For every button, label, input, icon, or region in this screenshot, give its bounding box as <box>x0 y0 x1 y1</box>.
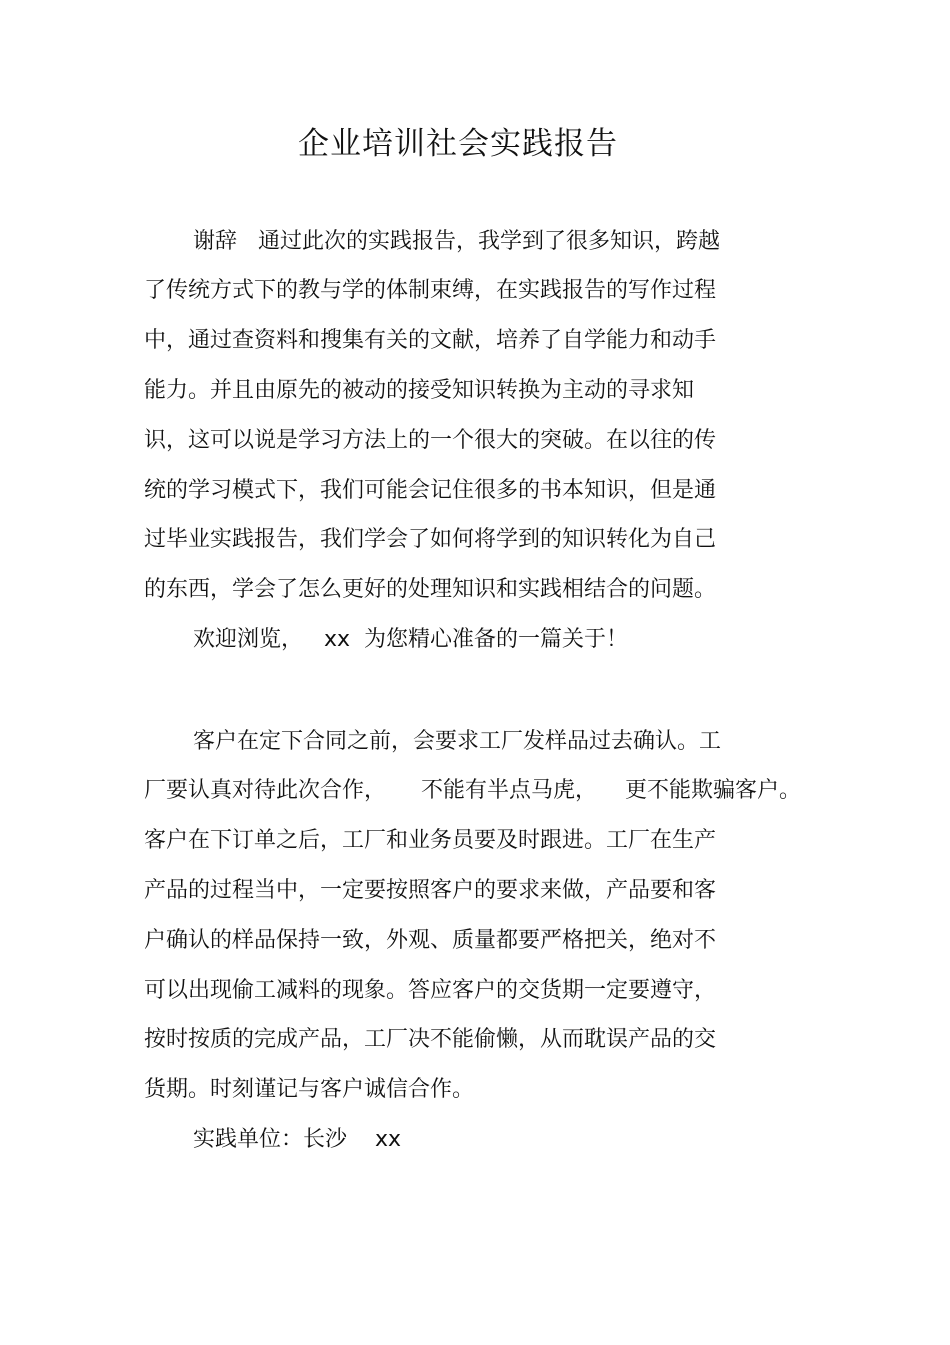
paragraph-line: 产品的过程当中，一定要按照客户的要求来做，产品要和客 <box>144 878 717 903</box>
paragraph-line: 的东西，学会了怎么更好的处理知识和实践相结合的问题。 <box>144 577 717 602</box>
paragraph-line: 客户在定下合同之前，会要求工厂发样品过去确认。工 <box>193 729 722 754</box>
paragraph-line: 过毕业实践报告，我们学会了如何将学到的知识转化为自己 <box>144 527 717 552</box>
paragraph-line: 按时按质的完成产品，工厂决不能偷懒，从而耽误产品的交 <box>144 1027 717 1052</box>
paragraph-line: 统的学习模式下，我们可能会记住很多的书本知识，但是通 <box>144 478 717 503</box>
paragraph-line: 客户在下订单之后，工厂和业务员要及时跟进。工厂在生产 <box>144 828 717 853</box>
paragraph-line: 能力。并且由原先的被动的接受知识转换为主动的寻求知 <box>144 378 695 403</box>
paragraph-line: 可以出现偷工减料的现象。答应客户的交货期一定要遵守， <box>144 978 717 1003</box>
paragraph-line: 厂要认真对待此次合作， 不能有半点马虎， 更不能欺骗客户。 <box>144 778 801 803</box>
welcome-line: 欢迎浏览， xx 为您精心准备的一篇关于！ <box>193 627 629 652</box>
paragraph-line: 户确认的样品保持一致，外观、质量都要严格把关，绝对不 <box>144 928 717 953</box>
paragraph-line: 识，这可以说是学习方法上的一个很大的突破。在以往的传 <box>144 428 717 453</box>
paragraph-line: 货期。时刻谨记与客户诚信合作。 <box>144 1077 475 1102</box>
paragraph-line: 中，通过查资料和搜集有关的文献，培养了自学能力和动手 <box>144 328 717 353</box>
unit-line: 实践单位：长沙 xx <box>193 1127 402 1152</box>
page-title: 企业培训社会实践报告 <box>298 126 618 162</box>
paragraph-line: 谢辞 通过此次的实践报告，我学到了很多知识，跨越 <box>193 229 720 254</box>
paragraph-line: 了传统方式下的教与学的体制束缚，在实践报告的写作过程 <box>144 278 717 303</box>
